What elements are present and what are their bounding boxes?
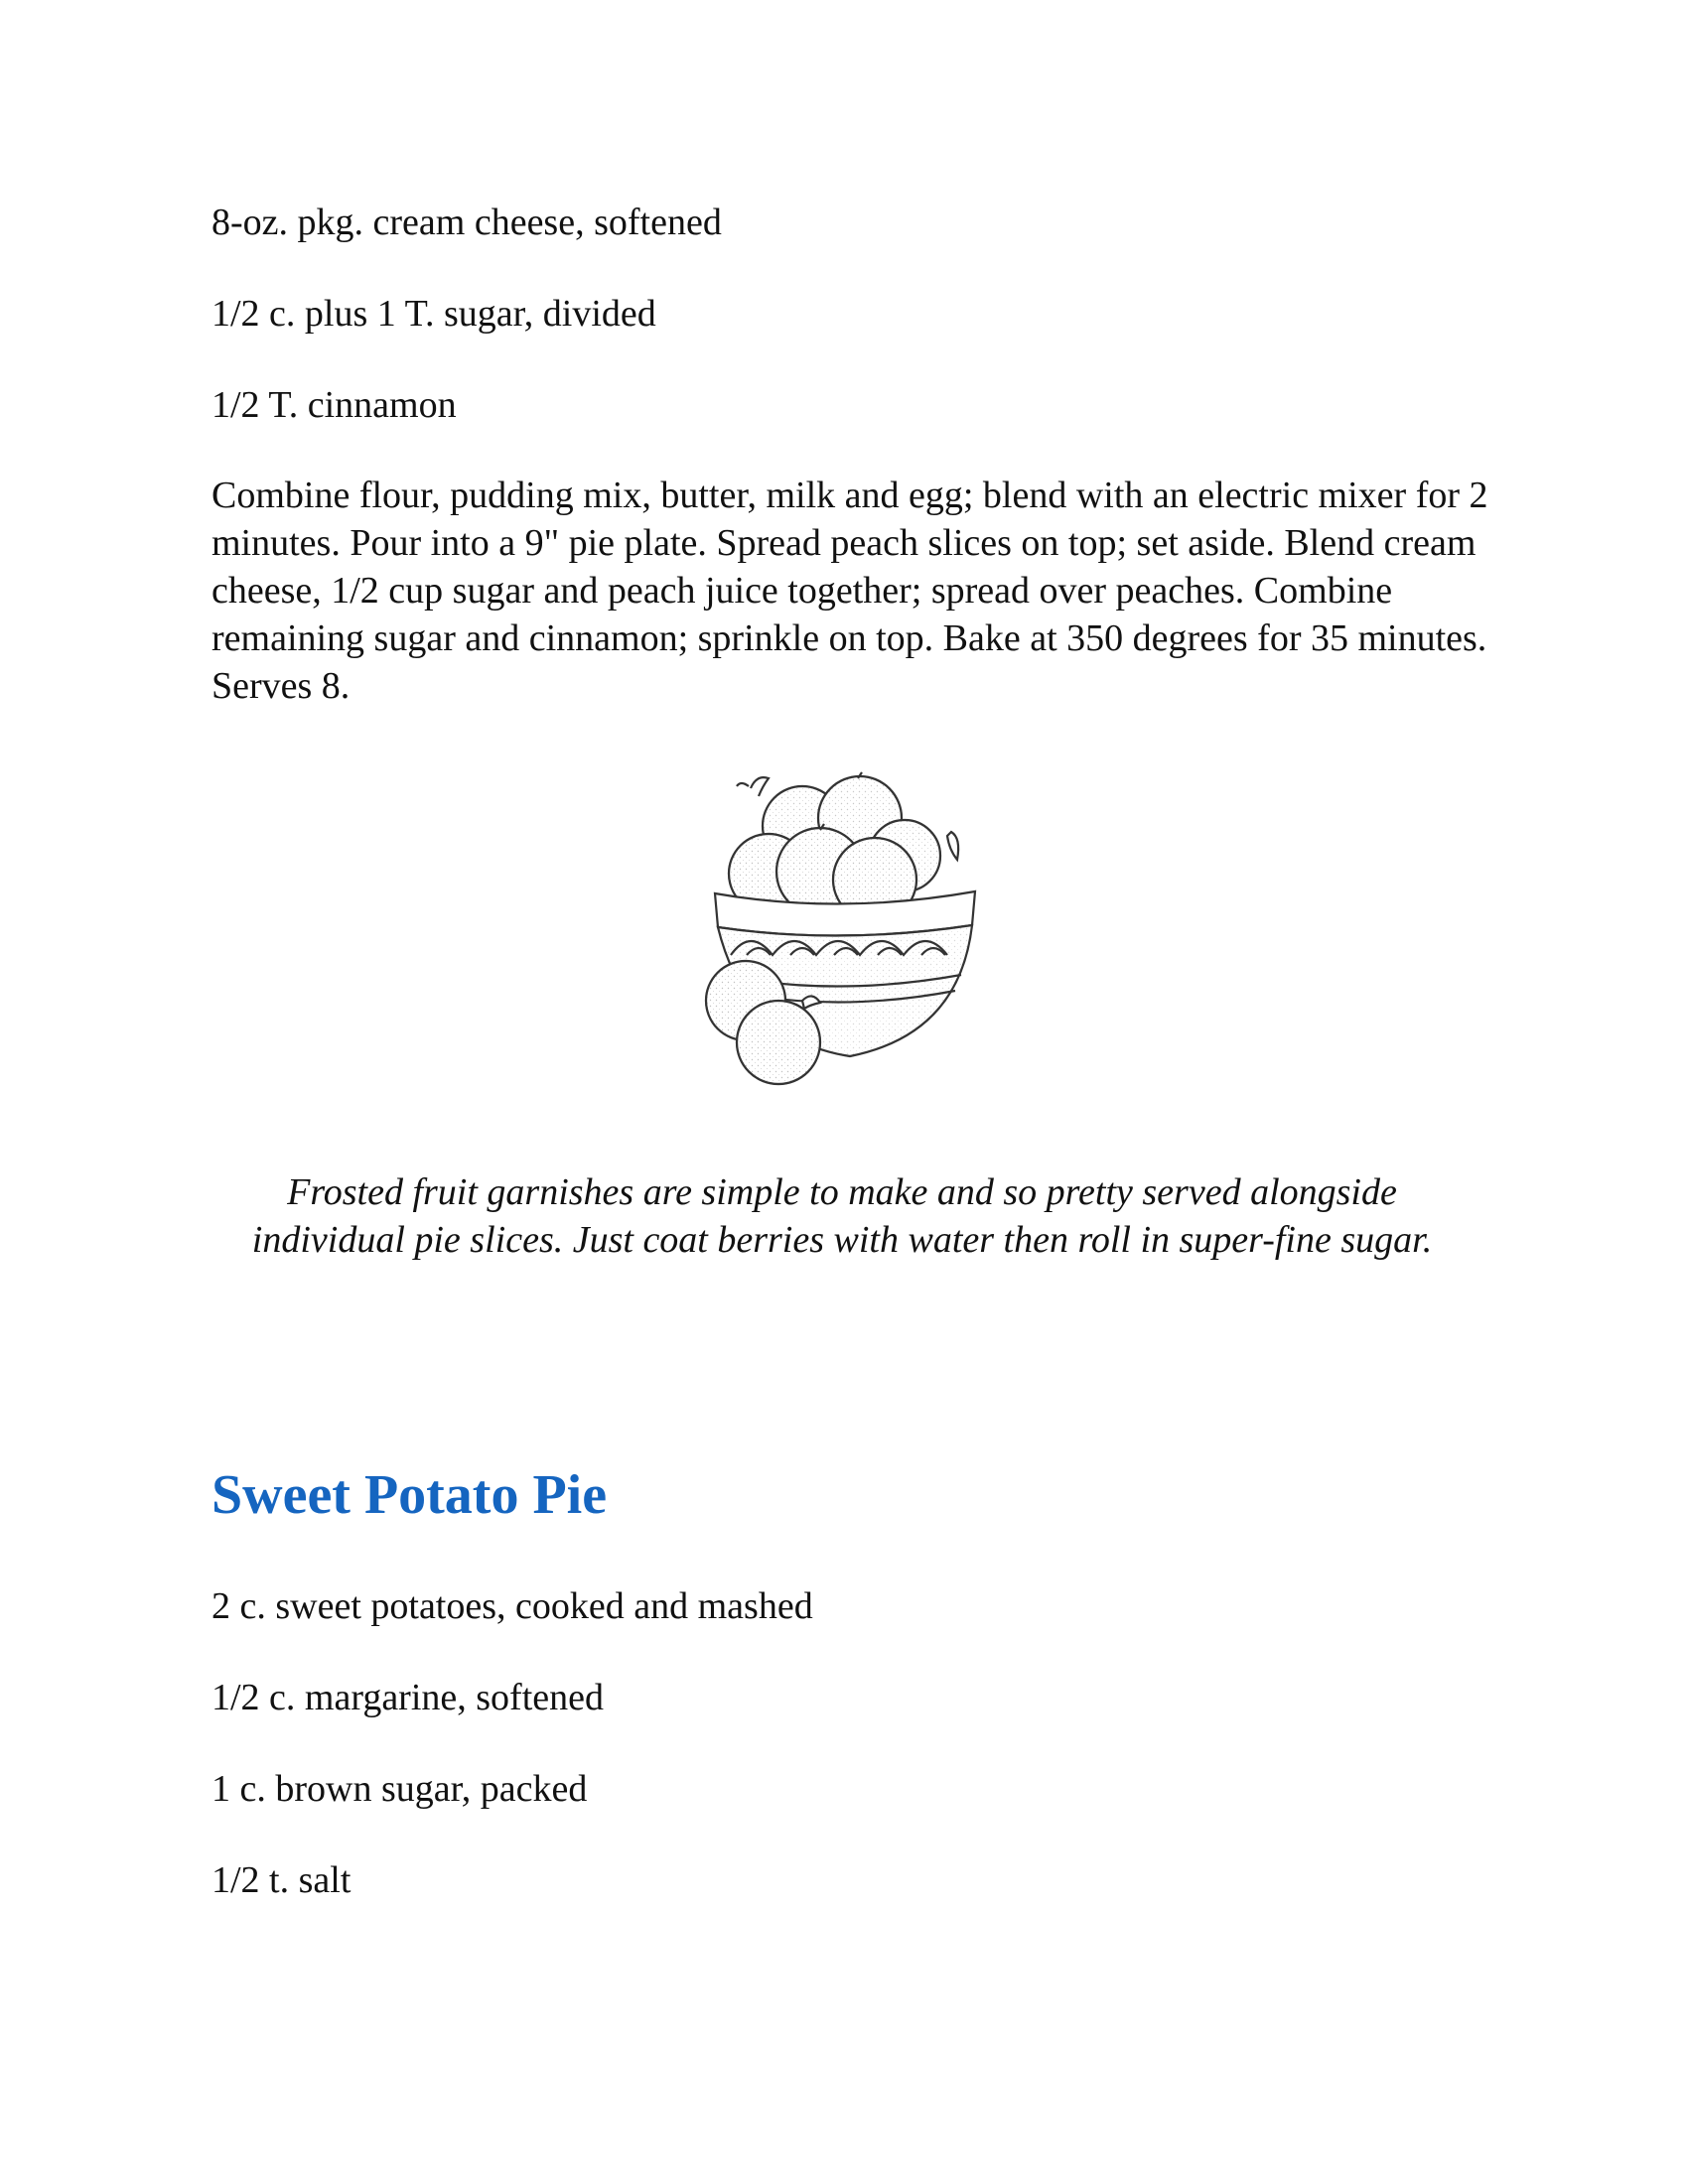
ingredient-salt: 1/2 t. salt xyxy=(211,1859,352,1901)
ingredient-margarine: 1/2 c. margarine, softened xyxy=(211,1677,604,1718)
fruit-bowl-icon xyxy=(691,766,989,1100)
recipe-directions: Combine flour, pudding mix, butter, milk and egg; blend with an electric mixer for 2 minutes. Pour into a 9" pie plate. Spread peach slices on top; set aside. Blend cream cheese, 1/2 cup sugar and peach juice together; spread over peaches. Combine remaining sugar and cinnamon; sprinkle on top. Bake at 350 degrees for 35 minutes. Serves 8. xyxy=(211,475,1488,707)
ingredient-sweet-potatoes: 2 c. sweet potatoes, cooked and mashed xyxy=(211,1585,813,1627)
ingredient-cinnamon: 1/2 T. cinnamon xyxy=(211,384,457,426)
recipe-title: Sweet Potato Pie xyxy=(211,1464,608,1526)
ingredient-sugar: 1/2 c. plus 1 T. sugar, divided xyxy=(211,293,656,335)
ingredient-brown-sugar: 1 c. brown sugar, packed xyxy=(211,1768,588,1810)
document-page xyxy=(211,0,1492,2184)
tip-text: Frosted fruit garnishes are simple to make and so pretty served alongside individual pie slices. Just coat berries with water then roll in super-fine sugar. xyxy=(251,1171,1433,1261)
ingredient-cream-cheese: 8-oz. pkg. cream cheese, softened xyxy=(211,202,722,243)
